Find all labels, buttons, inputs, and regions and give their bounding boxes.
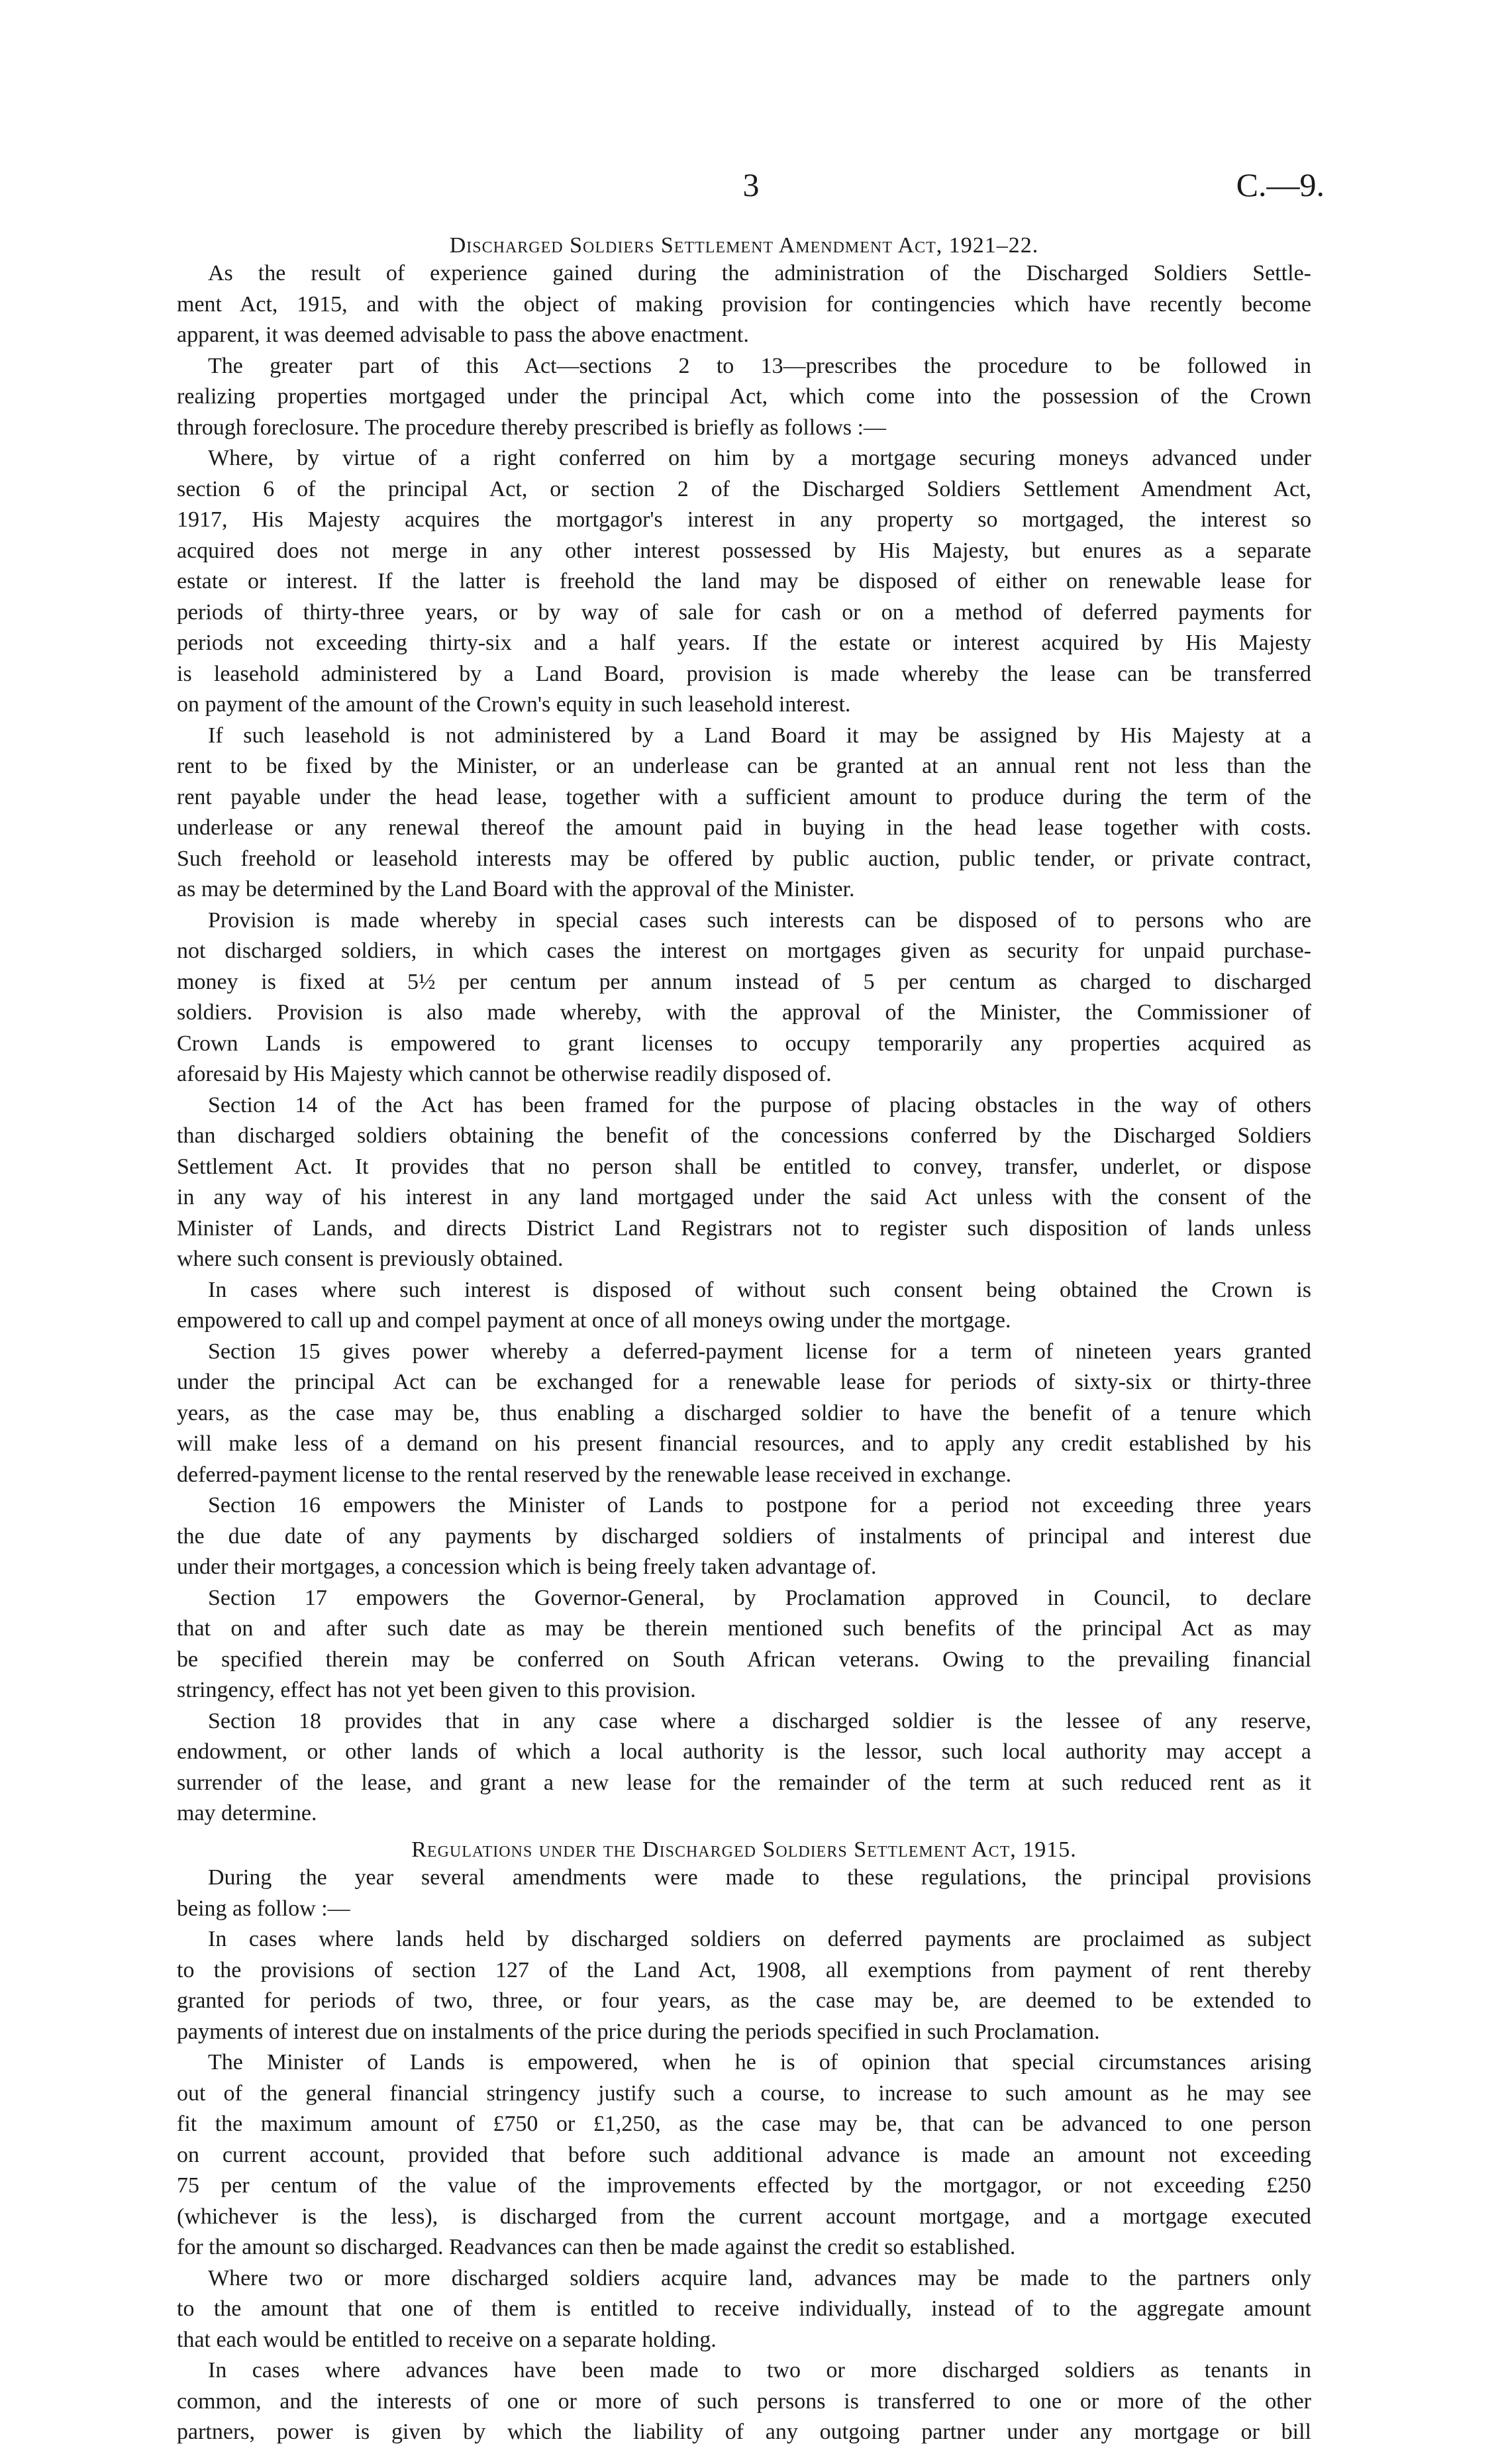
text-line: 1917, His Majesty acquires the mortgagor's interest in any property so mortgaged, the interest so bbox=[177, 507, 1311, 532]
text-line: Crown Lands is empowered to grant licenses to occupy temporarily any properties acquired as bbox=[177, 1031, 1311, 1056]
text-line: If such leasehold is not administered by a Land Board it may be assigned by His Majesty at a bbox=[208, 723, 1311, 748]
text-line: realizing properties mortgaged under the principal Act, which come into the possession of the Crown bbox=[177, 384, 1311, 409]
text-line: through foreclosure. The procedure thereby prescribed is briefly as follows :— bbox=[177, 415, 886, 440]
page-number: 3 bbox=[742, 166, 760, 203]
paragraph bbox=[177, 1337, 1311, 1491]
text-line: Section 18 provides that in any case where a discharged soldier is the lessee of any reserve, bbox=[208, 1708, 1311, 1733]
text-line: as may be determined by the Land Board with the approval of the Minister. bbox=[177, 877, 855, 901]
text-line: endowment, or other lands of which a local authority is the lessor, such local authority may accept a bbox=[177, 1739, 1311, 1764]
text-line: on current account, provided that before such additional advance is made an amount not exceeding bbox=[177, 2142, 1311, 2167]
text-line: Section 16 empowers the Minister of Lands to postpone for a period not exceeding three years bbox=[208, 1493, 1311, 1517]
paragraph bbox=[177, 721, 1311, 905]
text-line: to the amount that one of them is entitled to receive individually, instead of to the aggregate amount bbox=[177, 2296, 1311, 2321]
text-line: stringency, effect has not yet been given to this provision. bbox=[177, 1678, 696, 1702]
text-line: is leasehold administered by a Land Board, provision is made whereby the lease can be transferred bbox=[177, 661, 1311, 686]
text-line: Section 14 of the Act has been framed for the purpose of placing obstacles in the way of others bbox=[208, 1092, 1311, 1117]
paragraph bbox=[177, 1924, 1311, 2047]
text-line: In cases where lands held by discharged soldiers on deferred payments are proclaimed as subject bbox=[208, 1927, 1311, 1951]
text-line: partners, power is given by which the liability of any outgoing partner under any mortgage or bill bbox=[177, 2420, 1311, 2444]
paragraph bbox=[177, 1490, 1311, 1583]
paragraph bbox=[177, 2047, 1311, 2263]
text-line: Provision is made whereby in special cases such interests can be disposed of to persons who are bbox=[208, 907, 1311, 933]
text-line: Section 15 gives power whereby a deferred-payment license for a term of nineteen years granted bbox=[208, 1339, 1311, 1364]
text-line: In cases where such interest is disposed of without such consent being obtained the Crown is bbox=[208, 1277, 1311, 1302]
text-line: for the amount so discharged. Readvances can then be made against the credit so established. bbox=[177, 2235, 1016, 2259]
text-line: Minister of Lands, and directs District Land Registrars not to register such disposition of lands unless bbox=[177, 1215, 1311, 1241]
paragraph bbox=[177, 1090, 1311, 1275]
paragraph bbox=[177, 1583, 1311, 1706]
paragraph bbox=[177, 2355, 1311, 2448]
text-line: In cases where advances have been made to two or more discharged soldiers as tenants in bbox=[208, 2358, 1311, 2383]
text-line: 75 per centum of the value of the improvements effected by the mortgagor, or not exceeding £250 bbox=[177, 2173, 1311, 2198]
document-reference: C.—9. bbox=[1236, 166, 1325, 203]
text-line: rent payable under the head lease, together with a sufficient amount to produce during the term of the bbox=[177, 784, 1311, 809]
text-line: granted for periods of two, three, or four years, as the case may be, are deemed to be extended to bbox=[177, 1988, 1311, 2013]
section-heading-regulations: Regulations under the Discharged Soldiers Settlement Act, 1915. bbox=[411, 1837, 1077, 1862]
text-line: deferred-payment license to the rental reserved by the renewable lease received in exchange. bbox=[177, 1462, 1012, 1487]
text-line: money is fixed at 5½ per centum per annum instead of 5 per centum as charged to discharged bbox=[177, 969, 1311, 994]
text-line: periods not exceeding thirty-six and a half years. If the estate or interest acquired by His Majesty bbox=[177, 631, 1311, 655]
paragraph bbox=[177, 1863, 1311, 1924]
text-line: being as follow :— bbox=[177, 1896, 350, 1921]
text-line: periods of thirty-three years, or by way of sale for cash or on a method of deferred payments for bbox=[177, 599, 1311, 625]
text-line: As the result of experience gained during the administration of the Discharged Soldiers Settle- bbox=[208, 261, 1311, 285]
text-line: rent to be fixed by the Minister, or an underlease can be granted at an annual rent not less than the bbox=[177, 754, 1311, 778]
text-line: Where two or more discharged soldiers acquire land, advances may be made to the partners only bbox=[208, 2265, 1311, 2290]
text-line: Such freehold or leasehold interests may be offered by public auction, public tender, or private contract, bbox=[177, 846, 1311, 871]
text-line: fit the maximum amount of £750 or £1,250, as the case may be, that can be advanced to one person bbox=[177, 2112, 1311, 2136]
text-line: be specified therein may be conferred on South African veterans. Owing to the prevailing financial bbox=[177, 1647, 1311, 1672]
text-line: years, as the case may be, thus enabling a discharged soldier to have the benefit of a tenure which bbox=[177, 1400, 1311, 1425]
text-line: under their mortgages, a concession which is being freely taken advantage of. bbox=[177, 1555, 877, 1579]
paragraph bbox=[177, 2263, 1311, 2356]
text-line: on payment of the amount of the Crown's equity in such leasehold interest. bbox=[177, 692, 851, 717]
section-body-amendment-act bbox=[177, 258, 1311, 1829]
text-line: that each would be entitled to receive on a separate holding. bbox=[177, 2327, 717, 2352]
text-line: payments of interest due on instalments of the price during the periods specified in such Proclamation. bbox=[177, 2019, 1100, 2044]
text-line: acquired does not merge in any other interest possessed by His Majesty, but enures as a separate bbox=[177, 538, 1311, 563]
paragraph bbox=[177, 1706, 1311, 1829]
text-line: Section 17 empowers the Governor-General, by Proclamation approved in Council, to declare bbox=[208, 1585, 1311, 1610]
text-line: in any way of his interest in any land mortgaged under the said Act unless with the consent of the bbox=[177, 1185, 1311, 1209]
paragraph bbox=[177, 351, 1311, 444]
text-line: not discharged soldiers, in which cases the interest on mortgages given as security for unpaid purchase- bbox=[177, 939, 1311, 963]
text-line: The greater part of this Act—sections 2 to 13—prescribes the procedure to be followed in bbox=[208, 353, 1311, 378]
text-line: may determine. bbox=[177, 1801, 317, 1825]
text-line: section 6 of the principal Act, or section 2 of the Discharged Soldiers Settlement Amendment Act, bbox=[177, 476, 1311, 501]
text-line: apparent, it was deemed advisable to pass the above enactment. bbox=[177, 323, 749, 347]
text-line: underlease or any renewal thereof the amount paid in buying in the head lease together with costs. bbox=[177, 815, 1311, 840]
text-line: where such consent is previously obtained. bbox=[177, 1247, 564, 1271]
text-line: surrender of the lease, and grant a new lease for the remainder of the term at such reduced rent as it bbox=[177, 1770, 1311, 1795]
text-line: empowered to call up and compel payment at once of all moneys owing under the mortgage. bbox=[177, 1308, 1011, 1333]
paragraph bbox=[177, 443, 1311, 721]
text-line: ment Act, 1915, and with the object of making provision for contingencies which have recently become bbox=[177, 291, 1311, 317]
text-line: Where, by virtue of a right conferred on him by a mortgage securing moneys advanced under bbox=[208, 446, 1311, 470]
text-line: soldiers. Provision is also made whereby, with the approval of the Minister, the Commissioner of bbox=[177, 1000, 1311, 1025]
text-line: out of the general financial stringency justify such a course, to increase to such amount as he may see bbox=[177, 2080, 1311, 2106]
text-line: aforesaid by His Majesty which cannot be otherwise readily disposed of. bbox=[177, 1062, 832, 1086]
text-line: under the principal Act can be exchanged for a renewable lease for periods of sixty-six or thirty-three bbox=[177, 1370, 1311, 1394]
text-line: than discharged soldiers obtaining the benefit of the concessions conferred by the Discharged Soldiers bbox=[177, 1123, 1311, 1148]
text-line: that on and after such date as may be therein mentioned such benefits of the principal Act as may bbox=[177, 1616, 1311, 1641]
text-line: (whichever is the less), is discharged from the current account mortgage, and a mortgage executed bbox=[177, 2204, 1311, 2229]
text-line: During the year several amendments were made to these regulations, the principal provisions bbox=[208, 1865, 1311, 1890]
text-line: common, and the interests of one or more of such persons is transferred to one or more of the other bbox=[177, 2388, 1311, 2414]
paragraph bbox=[177, 1275, 1311, 1337]
paragraph bbox=[177, 905, 1311, 1090]
text-line: will make less of a demand on his present financial resources, and to apply any credit established by his bbox=[177, 1431, 1311, 1456]
text-line: Settlement Act. It provides that no person shall be entitled to convey, transfer, underlet, or dispose bbox=[177, 1154, 1311, 1179]
text-line: to the provisions of section 127 of the Land Act, 1908, all exemptions from payment of rent thereby bbox=[177, 1957, 1311, 1982]
text-line: The Minister of Lands is empowered, when he is of opinion that special circumstances arising bbox=[208, 2050, 1311, 2075]
paragraph bbox=[177, 258, 1311, 351]
section-heading-amendment-act: Discharged Soldiers Settlement Amendment Act, 1921–22. bbox=[449, 233, 1039, 258]
text-line: estate or interest. If the latter is freehold the land may be disposed of either on renewable lease for bbox=[177, 569, 1311, 593]
text-line: the due date of any payments by discharged soldiers of instalments of principal and interest due bbox=[177, 1523, 1311, 1549]
section-body-regulations bbox=[177, 1863, 1311, 2448]
